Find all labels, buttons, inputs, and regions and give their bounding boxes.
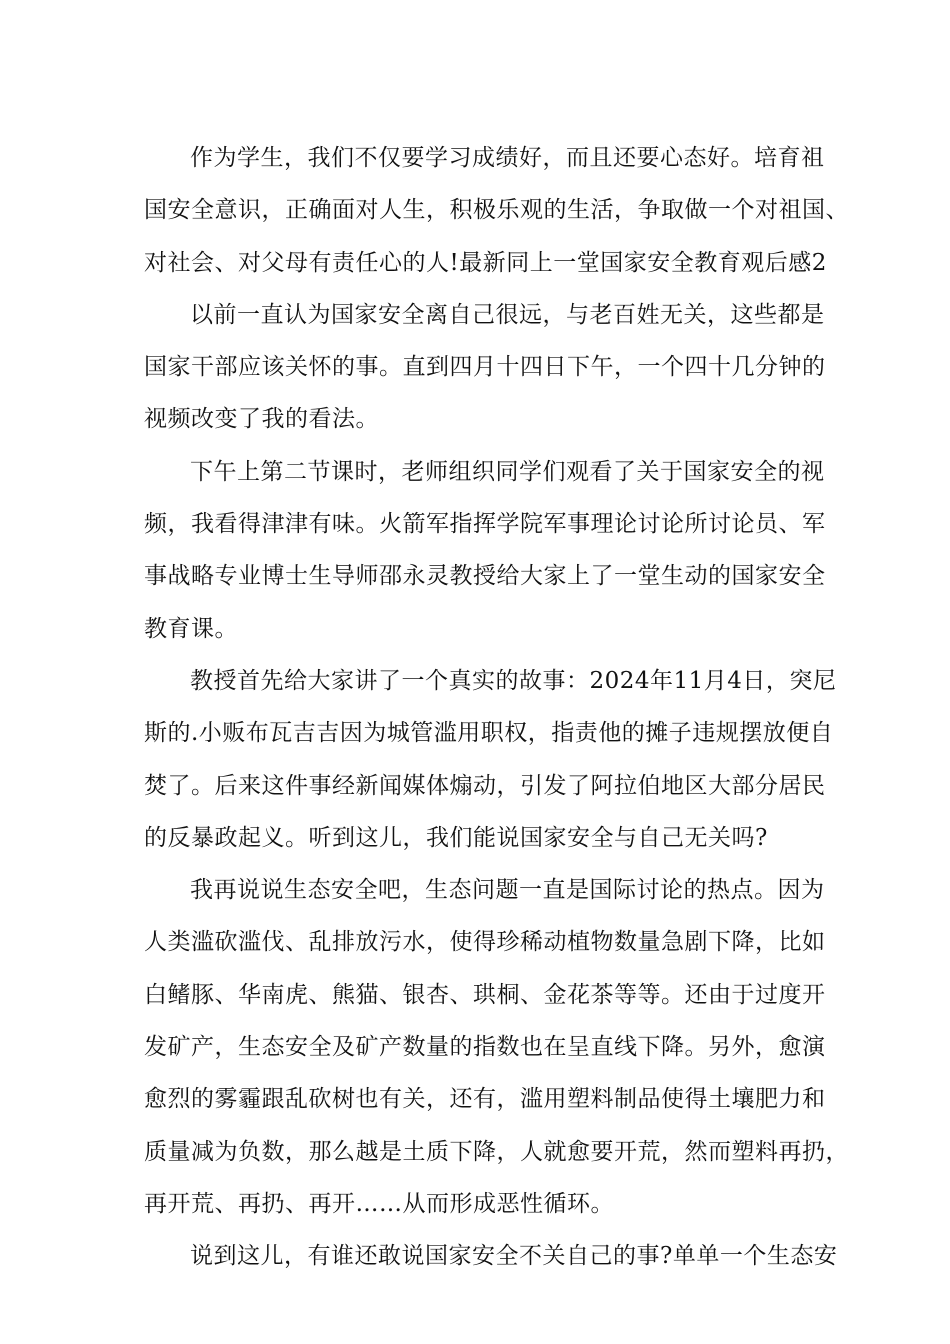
paragraph-line: 斯的.小贩布瓦吉吉因为城管滥用职权，指责他的摊子违规摆放便自 <box>144 720 834 747</box>
paragraph-line: 人类滥砍滥伐、乱排放污水，使得珍稀动植物数量急剧下降，比如 <box>144 929 826 956</box>
paragraph-line: 对社会、对父母有责任心的人!最新同上一堂国家安全教育观后感2 <box>144 249 827 276</box>
paragraph-line: 频，我看得津津有味。火箭军指挥学院军事理论讨论所讨论员、军 <box>144 511 826 538</box>
body-text <box>144 132 849 1283</box>
paragraph-line: 以前一直认为国家安全离自己很远，与老百姓无关，这些都是 <box>190 301 825 328</box>
paragraph-line: 我再说说生态安全吧，生态问题一直是国际讨论的热点。因为 <box>190 877 825 904</box>
paragraph-line: 的反暴政起义。听到这儿，我们能说国家安全与自己无关吗? <box>144 824 768 851</box>
paragraph-line: 教育课。 <box>144 615 238 642</box>
paragraph-line: 质量减为负数，那么越是土质下降，人就愈要开荒，然而塑料再扔， <box>144 1138 849 1165</box>
paragraph-line: 下午上第二节课时，老师组织同学们观看了关于国家安全的视 <box>190 458 825 485</box>
paragraph-line: 作为学生，我们不仅要学习成绩好，而且还要心态好。培育祖 <box>190 145 825 171</box>
paragraph-line: 再开荒、再扔、再开……从而形成恶性循环。 <box>144 1190 614 1217</box>
paragraph-line: 焚了。后来这件事经新闻媒体煽动，引发了阿拉伯地区大部分居民 <box>144 772 826 799</box>
paragraph-line: 教授首先给大家讲了一个真实的故事：2024年11月4日，突尼 <box>190 667 837 694</box>
paragraph-line: 视频改变了我的看法。 <box>144 406 379 433</box>
paragraph-line: 国家干部应该关怀的事。直到四月十四日下午，一个四十几分钟的 <box>144 354 826 381</box>
paragraph-line: 愈烈的雾霾跟乱砍树也有关，还有，滥用塑料制品使得土壤肥力和 <box>144 1086 826 1113</box>
paragraph-line: 说到这儿，有谁还敢说国家安全不关自己的事?单单一个生态安 <box>190 1243 838 1270</box>
paragraph-line: 白鳍豚、华南虎、熊猫、银杏、珙桐、金花茶等等。还由于过度开 <box>144 981 826 1008</box>
paragraph-line: 发矿产，生态安全及矿产数量的指数也在呈直线下降。另外，愈演 <box>144 1034 826 1061</box>
paragraph-line: 事战略专业博士生导师邵永灵教授给大家上了一堂生动的国家安全 <box>144 563 826 590</box>
paragraph-line: 国安全意识，正确面对人生，积极乐观的生活，争取做一个对祖国、 <box>144 197 849 224</box>
